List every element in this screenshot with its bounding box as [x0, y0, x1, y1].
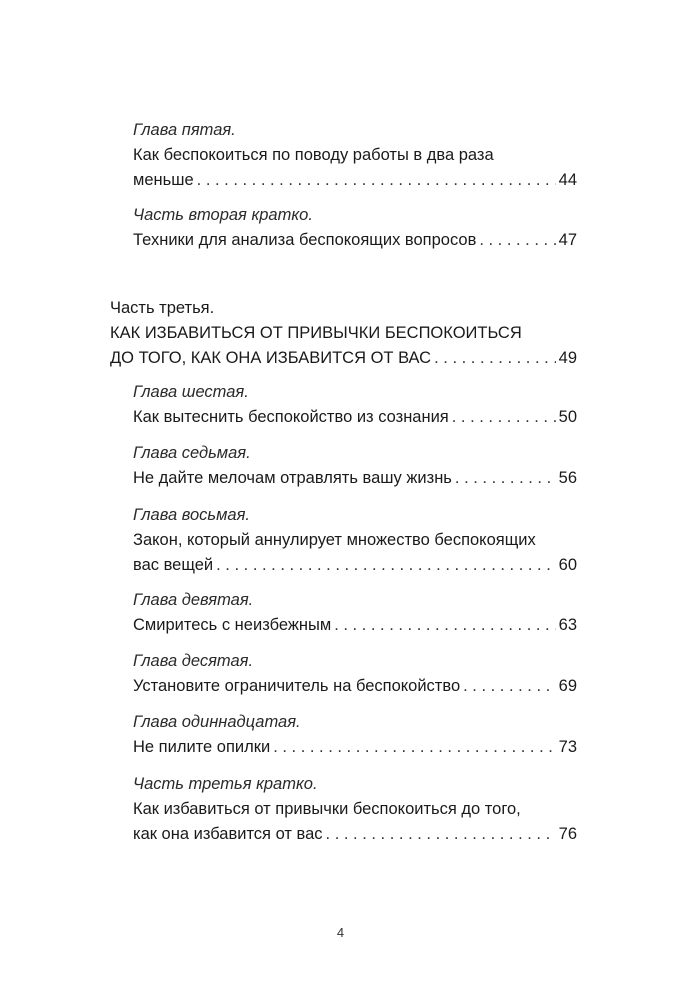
- toc-entry-leader-line: [133, 735, 577, 760]
- toc-entry-label: Глава седьмая.: [133, 444, 251, 462]
- toc-entry-leader-line: [133, 168, 577, 193]
- dot-leader: [326, 822, 556, 847]
- toc-entry-chapter-9: [133, 588, 577, 638]
- dot-leader: [455, 466, 556, 491]
- toc-entry-label: Глава девятая.: [133, 591, 254, 609]
- toc-entry-title: Как вытеснить беспокойство из сознания: [133, 408, 449, 426]
- toc-part-title-line: КАК ИЗБАВИТЬСЯ ОТ ПРИВЫЧКИ БЕСПОКОИТЬСЯ: [110, 324, 522, 342]
- toc-entry-title: меньше: [133, 171, 194, 189]
- toc-entry-label: Глава пятая.: [133, 121, 236, 139]
- toc-entry-leader-line: [133, 466, 577, 491]
- toc-entry-page: 69: [558, 677, 577, 695]
- toc-entry-title: Не дайте мелочам отравлять вашу жизнь: [133, 469, 452, 487]
- dot-leader: [479, 228, 555, 253]
- toc-entry-title: вас вещей: [133, 556, 214, 574]
- toc-entry-label: Глава восьмая.: [133, 506, 250, 524]
- toc-entry-page: 56: [558, 469, 577, 487]
- toc-entry-label: Часть вторая кратко.: [133, 206, 313, 224]
- page-number: 4: [336, 925, 345, 940]
- toc-entry-part-2-summary: [133, 203, 577, 253]
- toc-entry-label: Часть третья кратко.: [133, 775, 318, 793]
- toc-entry-title: Смиритесь с неизбежным: [133, 616, 332, 634]
- dot-leader: [197, 168, 556, 193]
- toc-entry-chapter-5: [133, 118, 577, 193]
- toc-entry-chapter-7: [133, 441, 577, 491]
- toc-entry-leader-line: [133, 613, 577, 638]
- toc-entry-leader-line: [133, 674, 577, 699]
- dot-leader: [463, 674, 556, 699]
- toc-entry-title-line: Как избавиться от привычки беспокоиться до того,: [133, 800, 521, 818]
- toc-entry-page: 49: [558, 349, 577, 367]
- toc-entry-page: 73: [558, 738, 577, 756]
- toc-entry-title: как она избавится от вас: [133, 825, 323, 843]
- toc-entry-label: Глава десятая.: [133, 652, 254, 670]
- toc-entry-chapter-10: [133, 649, 577, 699]
- toc-entry-leader-line: [133, 405, 577, 430]
- toc-entry-page: 50: [558, 408, 577, 426]
- toc-entry-chapter-11: [133, 710, 577, 760]
- toc-entry-title: Установите ограничитель на беспокойство: [133, 677, 461, 695]
- dot-leader: [273, 735, 555, 760]
- toc-entry-leader-line: [133, 228, 577, 253]
- toc-entry-title-line: Как беспокоиться по поводу работы в два раза: [133, 146, 494, 164]
- toc-entry-part-3: [110, 296, 577, 371]
- toc-entry-title-line: Закон, который аннулирует множество беспокоящих: [133, 531, 536, 549]
- dot-leader: [434, 346, 556, 371]
- toc-entry-leader-line: [133, 822, 577, 847]
- toc-entry-leader-line: [133, 553, 577, 578]
- toc-entry-label: Глава одиннадцатая.: [133, 713, 301, 731]
- toc-entry-page: 76: [558, 825, 577, 843]
- toc-entry-chapter-6: [133, 380, 577, 430]
- toc-entry-chapter-8: [133, 503, 577, 578]
- toc-entry-page: 60: [558, 556, 577, 574]
- toc-entry-page: 44: [558, 171, 577, 189]
- toc-entry-label: Глава шестая.: [133, 383, 249, 401]
- toc-entry-title: Не пилите опилки: [133, 738, 271, 756]
- toc-part-label: Часть третья.: [110, 299, 215, 317]
- toc-entry-page: 63: [558, 616, 577, 634]
- toc-entry-part-3-summary: [133, 772, 577, 847]
- toc-entry-title: Техники для анализа беспокоящих вопросов: [133, 231, 477, 249]
- dot-leader: [452, 405, 556, 430]
- dot-leader: [216, 553, 556, 578]
- toc-part-title: ДО ТОГО, КАК ОНА ИЗБАВИТСЯ ОТ ВАС: [110, 349, 432, 367]
- dot-leader: [334, 613, 555, 638]
- toc-entry-page: 47: [558, 231, 577, 249]
- toc-entry-leader-line: [110, 346, 577, 371]
